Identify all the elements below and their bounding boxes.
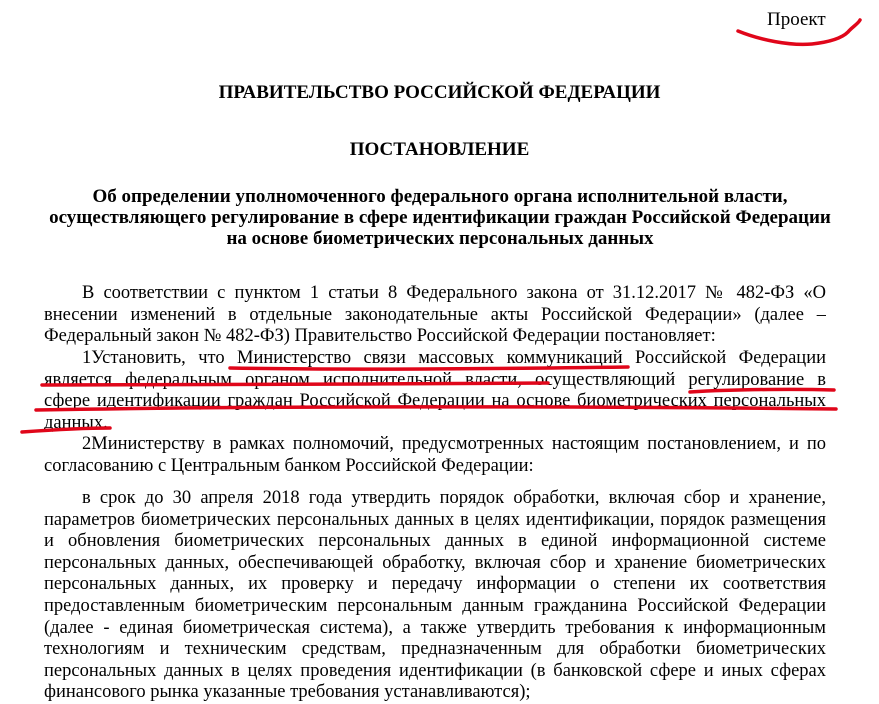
document-type: ПОСТАНОВЛЕНИЕ — [349, 139, 530, 160]
document-subject — [30, 186, 850, 249]
subitem-paragraph — [44, 488, 826, 704]
preamble-line: В соответствии с пунктом 1 статьи 8 Федерального закона от 31.12.2017 № 482-ФЗ «О — [82, 283, 826, 303]
preamble-line: Федеральный закон № 482-ФЗ) Правительство Российской Федерации постановляет: — [44, 326, 716, 347]
subitem-line: предоставленным биометрическим персональным данным гражданина Российской Федерации — [44, 595, 826, 616]
item-1-line: данных. — [44, 412, 108, 433]
item-1-paragraph — [44, 348, 826, 434]
subject-line: на основе биометрических персональных данных — [226, 228, 654, 249]
subitem-line: технологиям и техническим средствам, предназначенным для обработки биометрических — [44, 639, 826, 660]
subitem-line: персональных данных, их проверку и передачу информации о степени их соответствия — [44, 574, 826, 595]
government-title: ПРАВИТЕЛЬСТВО РОССИЙСКОЙ ФЕДЕРАЦИИ — [218, 82, 661, 103]
preamble-paragraph — [44, 283, 826, 348]
subitem-line: в срок до 30 апреля 2018 года утвердить порядок обработки, включая сбор и хранение, — [82, 488, 826, 508]
subitem-line: финансового рынка указанные требования устанавливаются); — [44, 682, 531, 703]
subitem-line: персональных данных, обеспечивающей обработку, включая сбор и хранение биометрических — [44, 552, 826, 573]
item-2-paragraph — [44, 434, 826, 477]
subject-line: Об определении уполномоченного федерального органа исполнительной власти, — [92, 186, 788, 207]
item-1-line: 1Установить, что Министерство связи массовых коммуникаций Российской Федерации — [82, 348, 826, 368]
item-2-line: 2Министерству в рамках полномочий, предусмотренных настоящим постановлением, и по — [82, 434, 826, 454]
item-1-line: является федеральным органом исполнительной власти, осуществляющий регулирование в — [44, 369, 826, 390]
item-1-line: сфере идентификации граждан Российской Федерации на основе биометрических персональных — [44, 391, 826, 412]
item-2-line: согласованию с Центральным банком Российской Федерации: — [44, 455, 534, 476]
subitem-line: и обновления биометрических персональных данных в единой информационной системе — [44, 531, 826, 552]
preamble-line: внесении изменений в отдельные законодательные акты Российской Федерации» (далее – — [44, 304, 826, 325]
subject-line: осуществляющего регулирование в сфере идентификации граждан Российской Федерации — [49, 207, 831, 228]
draft-stamp: Проект — [767, 9, 826, 30]
subitem-line: персональных данных в целях проведения идентификации (в банковской сфере и иных сферах — [44, 660, 826, 681]
subitem-line: (далее - единая биометрическая система), а также утвердить требования к информационным — [44, 617, 826, 638]
subitem-line: параметров биометрических персональных данных в целях идентификации, порядок размещения — [44, 509, 826, 530]
